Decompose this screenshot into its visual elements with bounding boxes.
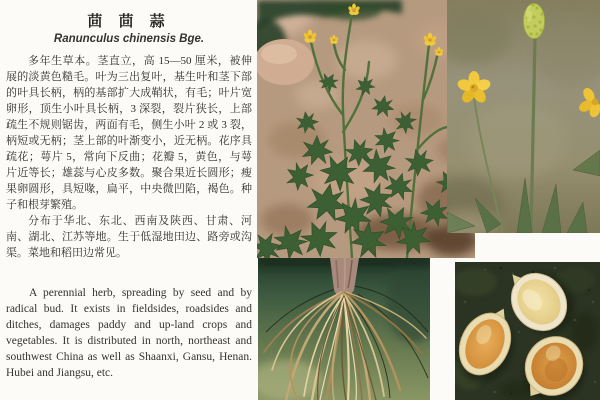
latin-name: Ranunculus chinensis Bge. (53, 33, 205, 45)
flower-and-fruit-photo (447, 0, 600, 233)
description-paragraph-cn: 多年生草本。茎直立，高 15—50 厘米，被伸展的淡黄色糙毛。叶为三出复叶，基生叶和茎下部的叶具长柄，柄的基部扩大成鞘状，有毛；叶片宽卵形，顶生小叶具长柄，3 深裂，裂片狭长，上部疏生不规则锯齿，两面有毛，侧生小叶 2 或 3 裂，柄短或无柄；茎上部的叶渐变小，近无柄。花序具疏花；萼片 5，常向下反曲；花瓣 5，黄色，与萼片近等长；雄蕊与心皮多数。聚合果近长圆形；瘦果卵圆形，具短喙，扁平，中央微凹陷，褐色。种子和根芽繁殖。 (6, 55, 252, 211)
distribution-paragraph-cn: 分布于华北、东北、西南及陕西、甘肃、河南、湖北、江苏等地。生于低湿地田边、路旁或沟渠。菜地和稻田边常见。 (6, 215, 252, 259)
plant-title: 茴 茴 蒜 (87, 13, 171, 30)
text-column (6, 6, 252, 381)
achenes-photo (455, 262, 600, 400)
root-system-photo (258, 258, 430, 400)
whole-plant-photo (257, 0, 475, 258)
description-paragraph-en: A perennial herb, spreading by seed and by radical bud. It exists in fieldsides, roadsides and ditches, damages paddy and up-land crops and vegetables. It is distributed in north, northeast and southwest China as well as Shaanxi, Gansu, Henan. Hubei and Jiangsu, etc. (6, 287, 252, 379)
